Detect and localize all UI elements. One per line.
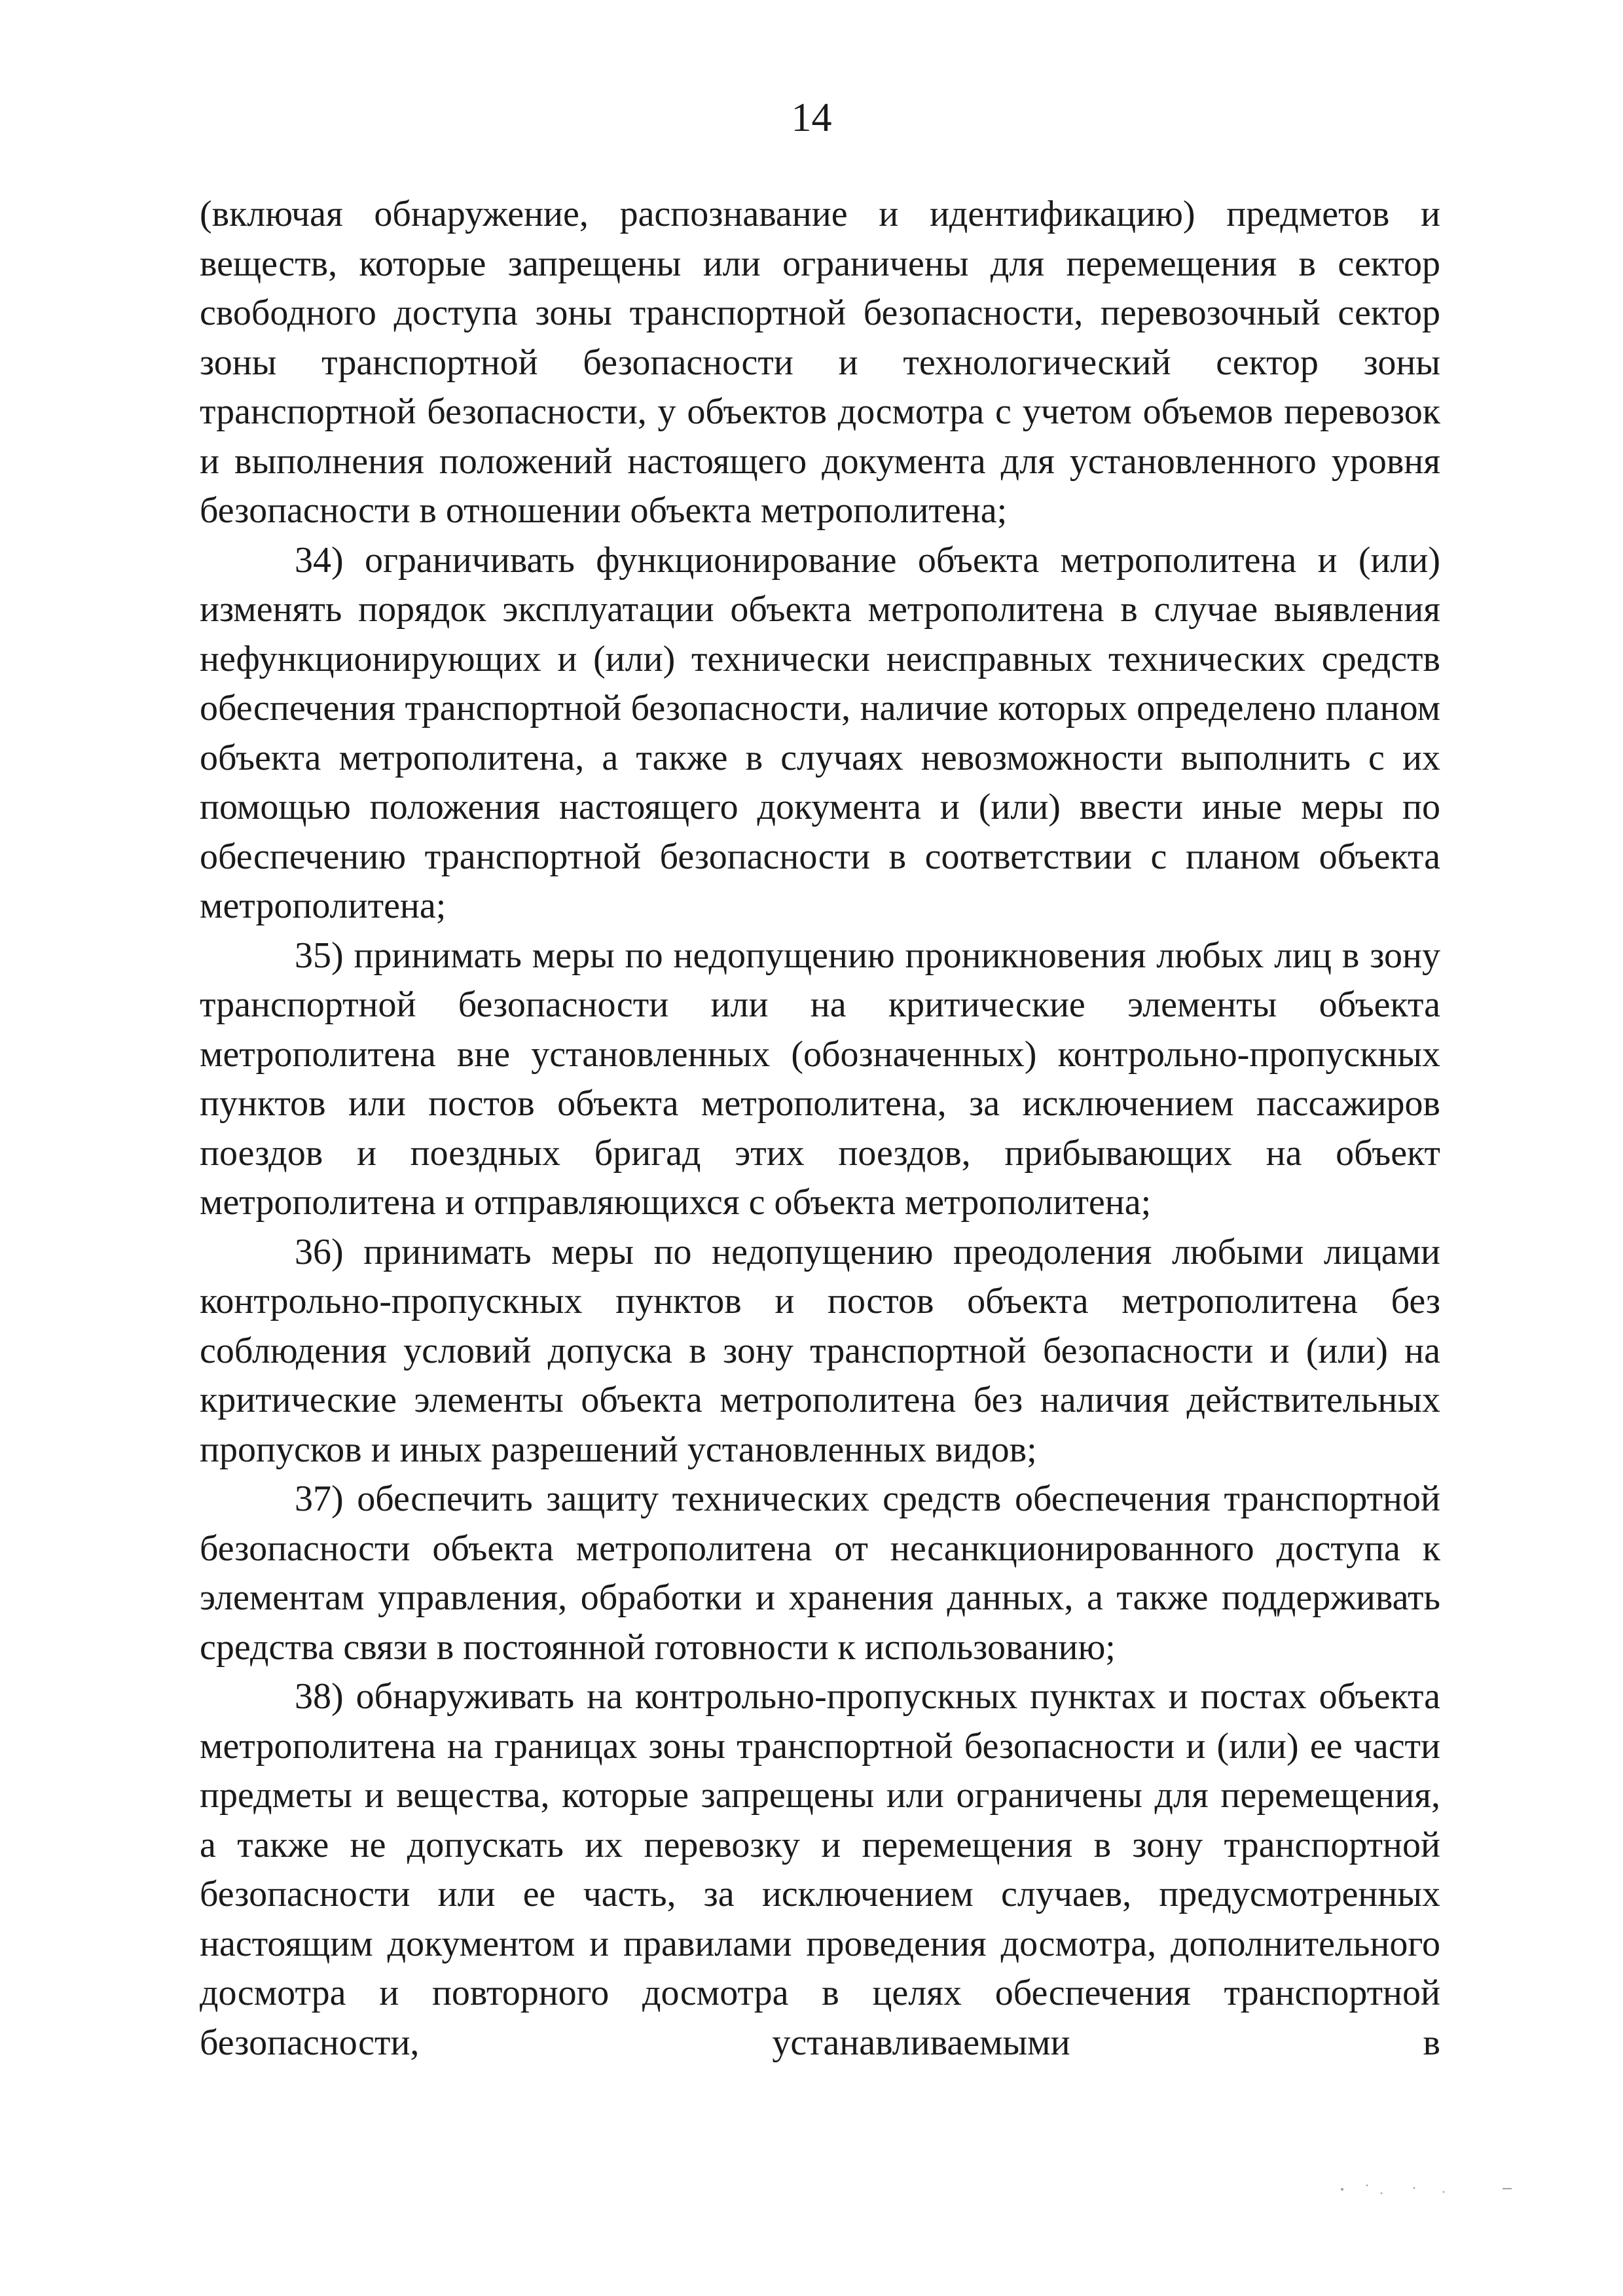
- page-number: 14: [791, 96, 832, 140]
- paragraph-item-35: 35) принимать меры по недопущению проникновения любых лиц в зону транспортной безопасности или на критические элементы объекта метрополитена вне установленных (обозначенных) контрольно-пропускных пунктов или постов объекта метрополитена, за исключением пассажиров поездов и поездных бригад этих поездов, прибывающих на объект метрополитена и отправляющихся с объекта метрополитена;: [200, 935, 1440, 1223]
- paragraph-item-37: 37) обеспечить защиту технических средств обеспечения транспортной безопасности объекта метрополитена от несанкционированного доступа к элементам управления, обработки и хранения данных, а также поддерживать средства связи в постоянной готовности к использованию;: [200, 1479, 1440, 1668]
- document-body: [200, 190, 1440, 2068]
- paragraph-item-36: 36) принимать меры по недопущению преодоления любыми лицами контрольно-пропускных пунктов и постов объекта метрополитена без соблюдения условий допуска в зону транспортной безопасности и (или) на критические элементы объекта метрополитена без наличия действительных пропусков и иных разрешений установленных видов;: [200, 1231, 1440, 1470]
- paragraph-item-38: 38) обнаруживать на контрольно-пропускных пунктах и постах объекта метрополитена на границах зоны транспортной безопасности и (или) ее части предметы и вещества, которые запрещены или ограничены для перемещения, а также не допускать их перевозку и перемещения в зону транспортной безопасности или ее часть, за исключением случаев, предусмотренных настоящим документом и правилами проведения досмотра, дополнительного досмотра и повторного досмотра в целях обеспечения транспортной безопасности, устанавливаемыми в: [200, 1676, 1440, 2063]
- scan-specks: [1336, 2176, 1532, 2202]
- paragraph-item-34: 34) ограничивать функционирование объекта метрополитена и (или) изменять порядок эксплуатации объекта метрополитена в случае выявления нефункционирующих и (или) технически неисправных технических средств обеспечения транспортной безопасности, наличие которых определено планом объекта метрополитена, а также в случаях невозможности выполнить с их помощью положения настоящего документа и (или) ввести иные меры по обеспечению транспортной безопасности в соответствии с планом объекта метрополитена;: [200, 539, 1440, 926]
- paragraph-continuation: (включая обнаружение, распознавание и идентификацию) предметов и веществ, которые запрещены или ограничены для перемещения в сектор свободного доступа зоны транспортной безопасности, перевозочный сектор зоны транспортной безопасности и технологический сектор зоны транспортной безопасности, у объектов досмотра с учетом объемов перевозок и выполнения положений настоящего документа для установленного уровня безопасности в отношении объекта метрополитена;: [200, 194, 1440, 531]
